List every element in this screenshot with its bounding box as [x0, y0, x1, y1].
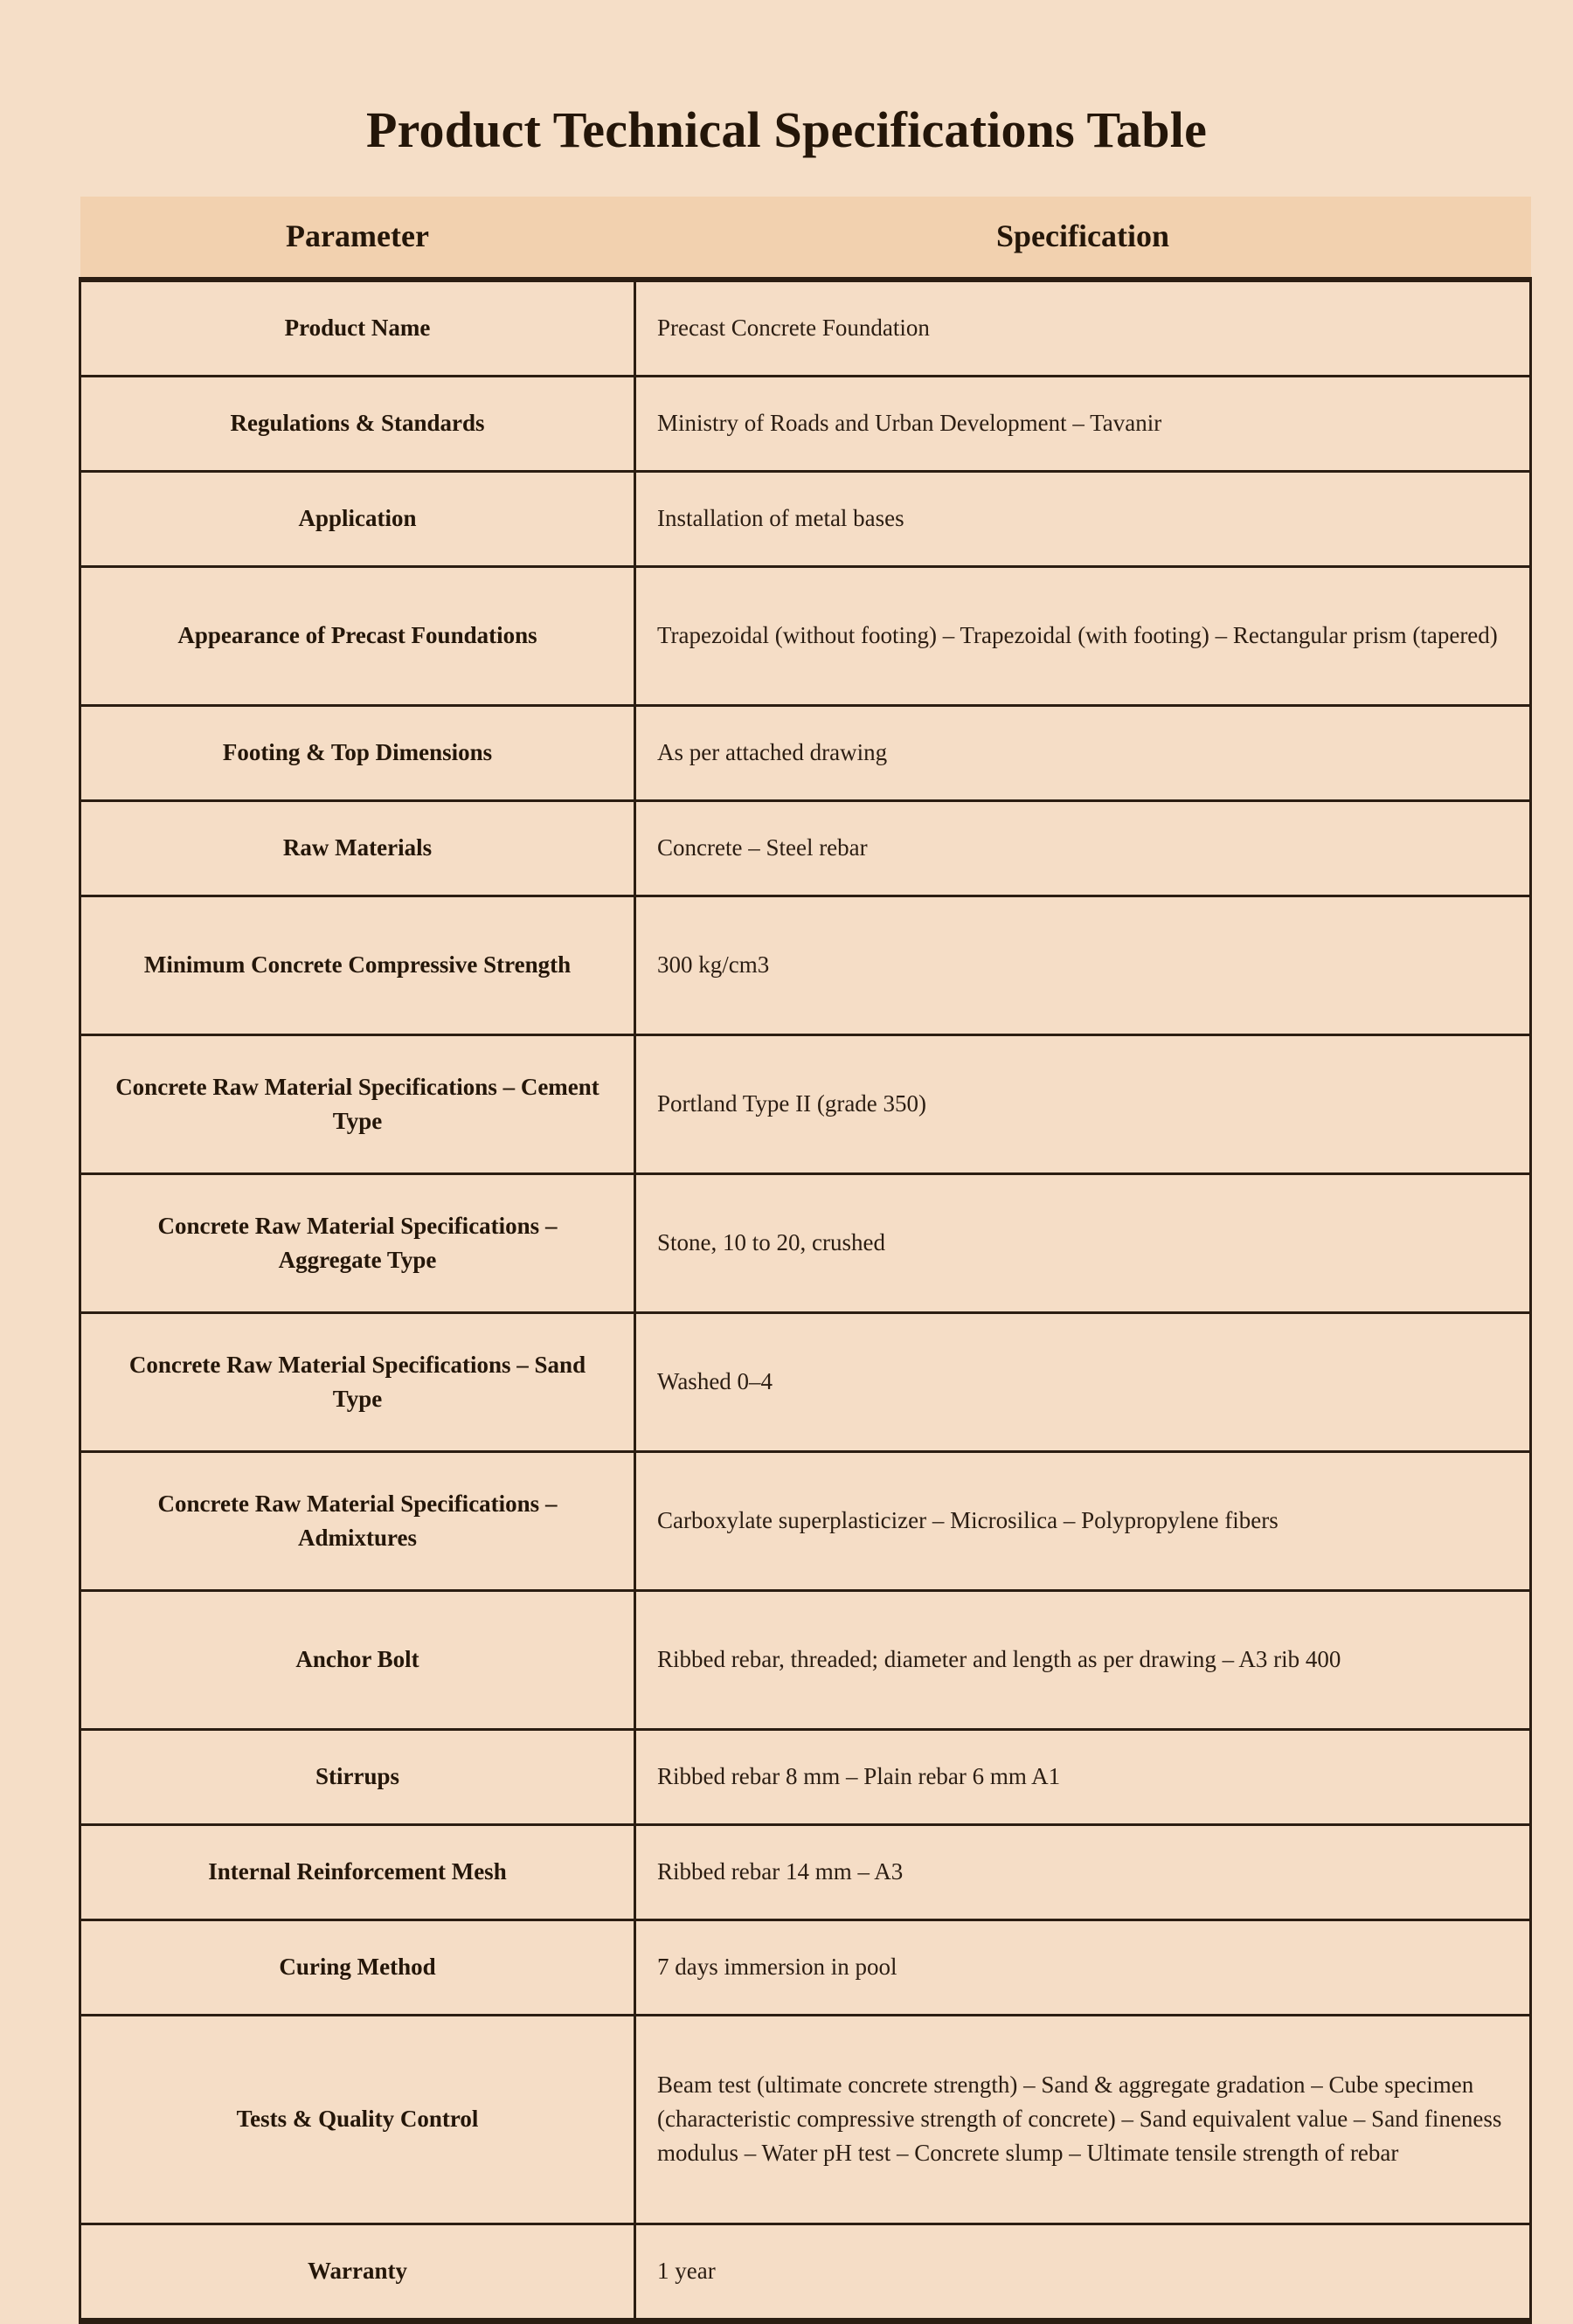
parameter-cell: Concrete Raw Material Specifications – Cement Type: [80, 1034, 635, 1173]
specification-cell: Ribbed rebar 14 mm – A3: [635, 1824, 1531, 1919]
table-row: [80, 1590, 1531, 1729]
specification-cell: Beam test (ultimate concrete strength) – Sand & aggregate gradation – Cube specimen (characteristic compressive strength of concrete) – Sand equivalent value – Sand fineness modulus – Water pH test – Concrete slump – Ultimate tensile strength of rebar: [635, 2015, 1531, 2224]
table-row: [80, 705, 1531, 800]
parameter-cell: Concrete Raw Material Specifications – Sand Type: [80, 1312, 635, 1451]
parameter-cell: Anchor Bolt: [80, 1590, 635, 1729]
table-row: [80, 2224, 1531, 2321]
table-row: [80, 566, 1531, 705]
specification-cell: Ribbed rebar, threaded; diameter and length as per drawing – A3 rib 400: [635, 1590, 1531, 1729]
table-row: [80, 1824, 1531, 1919]
parameter-cell: Footing & Top Dimensions: [80, 705, 635, 800]
parameter-cell: Stirrups: [80, 1729, 635, 1824]
specification-cell: Ministry of Roads and Urban Development – Tavanir: [635, 376, 1531, 471]
specification-cell: As per attached drawing: [635, 705, 1531, 800]
table-header: [80, 197, 1531, 280]
table-row: [80, 1729, 1531, 1824]
table-row: [80, 376, 1531, 471]
specification-cell: Trapezoidal (without footing) – Trapezoidal (with footing) – Rectangular prism (tapered): [635, 566, 1531, 705]
parameter-cell: Raw Materials: [80, 800, 635, 896]
table-row: [80, 1312, 1531, 1451]
specification-cell: Washed 0–4: [635, 1312, 1531, 1451]
parameter-cell: Application: [80, 471, 635, 566]
table-row: [80, 1451, 1531, 1590]
table-row: [80, 2015, 1531, 2224]
page-title: Product Technical Specifications Table: [365, 100, 1208, 158]
parameter-cell: Product Name: [80, 280, 635, 377]
specification-cell: Carboxylate superplasticizer – Microsilica – Polypropylene fibers: [635, 1451, 1531, 1590]
specification-cell: Ribbed rebar 8 mm – Plain rebar 6 mm A1: [635, 1729, 1531, 1824]
table-row: [80, 896, 1531, 1034]
specification-cell: 7 days immersion in pool: [635, 1919, 1531, 2015]
table-header-row: [80, 197, 1531, 280]
page-root: [0, 34, 1573, 2285]
parameter-cell: Concrete Raw Material Specifications – Aggregate Type: [80, 1173, 635, 1312]
parameter-cell: Appearance of Precast Foundations: [80, 566, 635, 705]
table-row: [80, 800, 1531, 896]
product-specifications-table: [79, 197, 1532, 2324]
specification-cell: Portland Type II (grade 350): [635, 1034, 1531, 1173]
specification-cell: Precast Concrete Foundation: [635, 280, 1531, 377]
table-row: [80, 280, 1531, 377]
parameter-cell: Curing Method: [80, 1919, 635, 2015]
spec-table-container: [79, 197, 1502, 2324]
parameter-cell: Warranty: [80, 2224, 635, 2321]
table-row: [80, 1034, 1531, 1173]
parameter-cell: Tests & Quality Control: [80, 2015, 635, 2224]
parameter-cell: Internal Reinforcement Mesh: [80, 1824, 635, 1919]
specification-cell: 1 year: [635, 2224, 1531, 2321]
specification-cell: Stone, 10 to 20, crushed: [635, 1173, 1531, 1312]
table-row: [80, 471, 1531, 566]
table-body: [80, 280, 1531, 2321]
table-row: [80, 1919, 1531, 2015]
parameter-cell: Regulations & Standards: [80, 376, 635, 471]
specification-cell: Concrete – Steel rebar: [635, 800, 1531, 896]
parameter-cell: Concrete Raw Material Specifications – Admixtures: [80, 1451, 635, 1590]
column-header-specification: Specification: [635, 197, 1531, 280]
specification-cell: 300 kg/cm3: [635, 896, 1531, 1034]
specification-cell: Installation of metal bases: [635, 471, 1531, 566]
parameter-cell: Minimum Concrete Compressive Strength: [80, 896, 635, 1034]
table-row: [80, 1173, 1531, 1312]
column-header-parameter: Parameter: [80, 197, 635, 280]
